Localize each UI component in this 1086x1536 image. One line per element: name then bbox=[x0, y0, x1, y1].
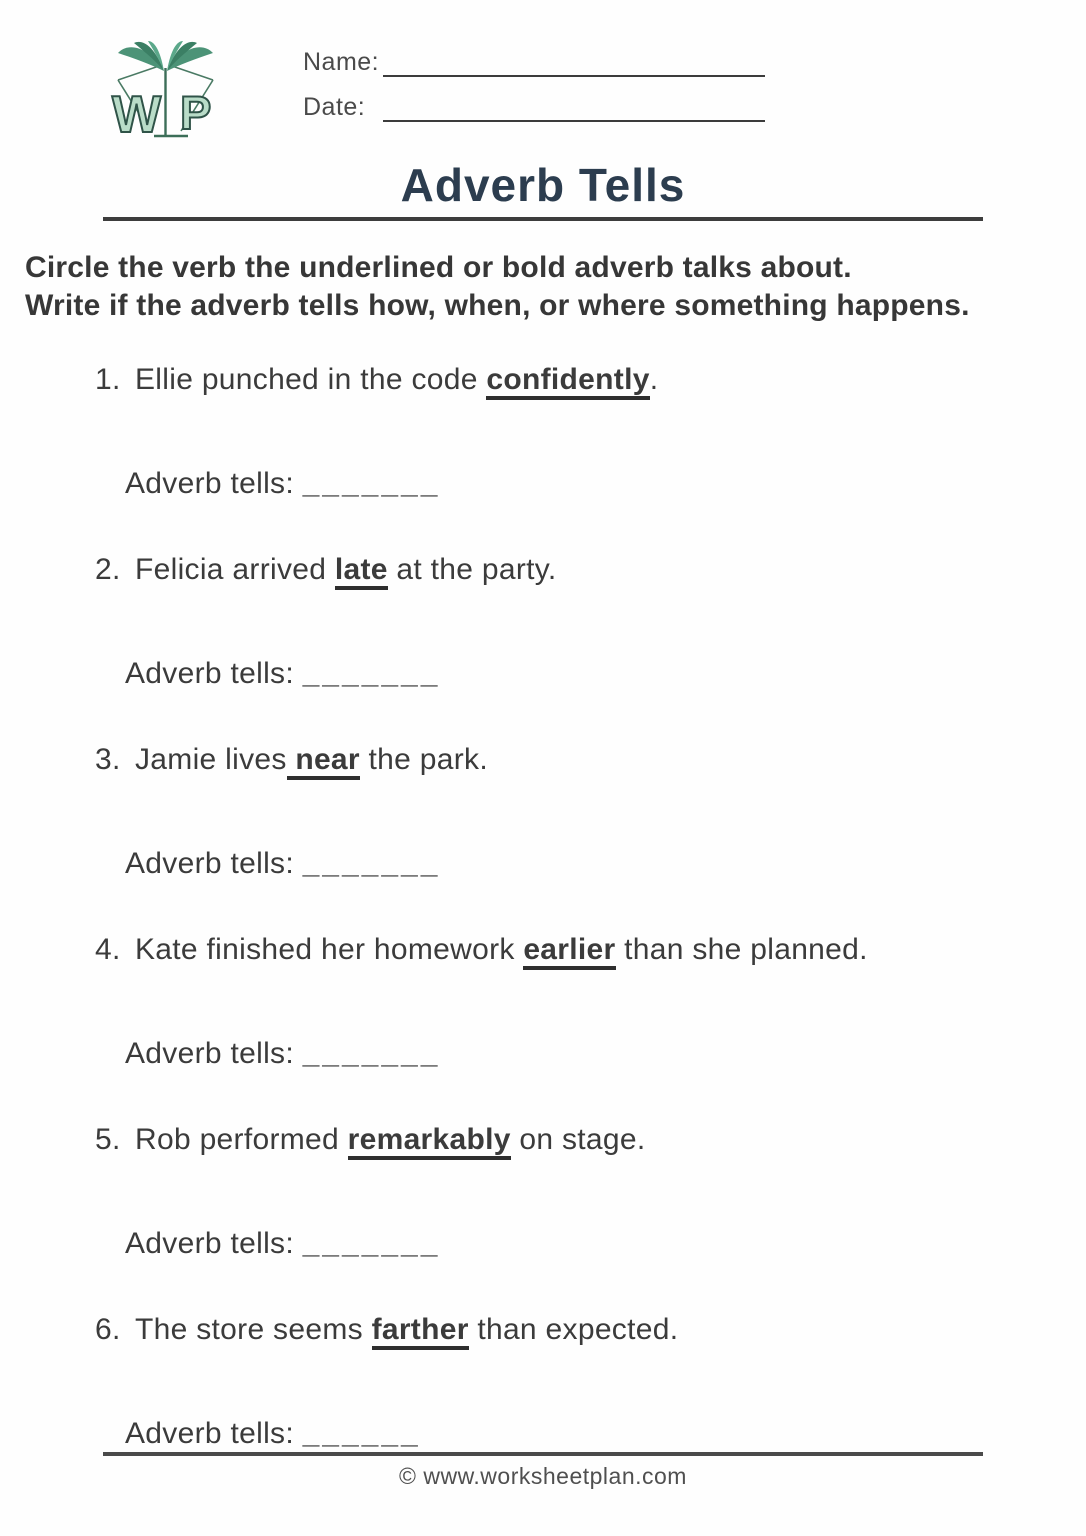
question-6 bbox=[0, 1309, 1086, 1455]
footer bbox=[103, 1452, 983, 1490]
question-sentence bbox=[95, 1119, 1086, 1161]
question-5 bbox=[0, 1119, 1086, 1265]
header bbox=[0, 0, 1086, 146]
adverb-word: late bbox=[335, 553, 388, 590]
instructions-line2: Write if the adverb tells how, when, or where something happens. bbox=[25, 289, 970, 322]
question-text: The store seems farther than expected. bbox=[135, 1309, 678, 1351]
worksheetplan-logo-icon bbox=[98, 38, 233, 146]
answer-prompt: Adverb tells: bbox=[125, 1227, 294, 1260]
name-row bbox=[303, 44, 765, 77]
question-text: Felicia arrived late at the party. bbox=[135, 549, 557, 591]
instructions bbox=[25, 249, 1086, 325]
page-title: Adverb Tells bbox=[400, 159, 686, 211]
question-number: 5. bbox=[95, 1123, 121, 1156]
answer-blank[interactable]: _______ bbox=[302, 1037, 441, 1070]
question-list bbox=[0, 359, 1086, 1455]
adverb-word: remarkably bbox=[348, 1123, 511, 1160]
question-3 bbox=[0, 739, 1086, 885]
question-text: Rob performed remarkably on stage. bbox=[135, 1119, 646, 1161]
date-input-line[interactable] bbox=[383, 96, 765, 122]
name-label: Name: bbox=[303, 48, 380, 76]
answer-line bbox=[125, 653, 1086, 695]
svg-text:W: W bbox=[112, 86, 162, 144]
answer-prompt: Adverb tells: bbox=[125, 657, 294, 690]
answer-prompt: Adverb tells: bbox=[125, 467, 294, 500]
question-sentence bbox=[95, 359, 1086, 401]
answer-line bbox=[125, 1413, 1086, 1455]
question-number: 3. bbox=[95, 743, 121, 776]
question-sentence bbox=[95, 739, 1086, 781]
adverb-word: confidently bbox=[486, 363, 649, 400]
answer-prompt: Adverb tells: bbox=[125, 1417, 294, 1450]
question-number: 2. bbox=[95, 553, 121, 586]
answer-prompt: Adverb tells: bbox=[125, 847, 294, 880]
answer-prompt: Adverb tells: bbox=[125, 1037, 294, 1070]
answer-blank[interactable]: ______ bbox=[302, 1417, 421, 1450]
title-divider bbox=[103, 217, 983, 221]
answer-blank[interactable]: _______ bbox=[302, 1227, 441, 1260]
question-sentence bbox=[95, 1309, 1086, 1351]
question-sentence bbox=[95, 549, 1086, 591]
answer-line bbox=[125, 1223, 1086, 1265]
question-text: Kate finished her homework earlier than she planned. bbox=[135, 929, 868, 971]
question-number: 4. bbox=[95, 933, 121, 966]
instructions-line1: Circle the verb the underlined or bold adverb talks about. bbox=[25, 251, 852, 284]
name-input-line[interactable] bbox=[383, 51, 765, 77]
question-4 bbox=[0, 929, 1086, 1075]
adverb-word: earlier bbox=[523, 933, 615, 970]
answer-line bbox=[125, 1033, 1086, 1075]
answer-blank[interactable]: _______ bbox=[302, 657, 441, 690]
date-label: Date: bbox=[303, 93, 366, 121]
copyright-text: © www.worksheetplan.com bbox=[399, 1463, 687, 1489]
question-text: Jamie lives near the park. bbox=[135, 739, 488, 781]
question-sentence bbox=[95, 929, 1086, 971]
answer-blank[interactable]: _______ bbox=[302, 467, 441, 500]
answer-line bbox=[125, 843, 1086, 885]
question-2 bbox=[0, 549, 1086, 695]
name-date-block bbox=[303, 44, 765, 122]
adverb-word: near bbox=[287, 743, 360, 780]
svg-text:P: P bbox=[180, 86, 212, 139]
question-1 bbox=[0, 359, 1086, 505]
question-text: Ellie punched in the code confidently. bbox=[135, 359, 658, 401]
question-number: 6. bbox=[95, 1313, 121, 1346]
question-number: 1. bbox=[95, 363, 121, 396]
answer-blank[interactable]: _______ bbox=[302, 847, 441, 880]
adverb-word: farther bbox=[372, 1313, 469, 1350]
date-row bbox=[303, 89, 765, 122]
answer-line bbox=[125, 463, 1086, 505]
